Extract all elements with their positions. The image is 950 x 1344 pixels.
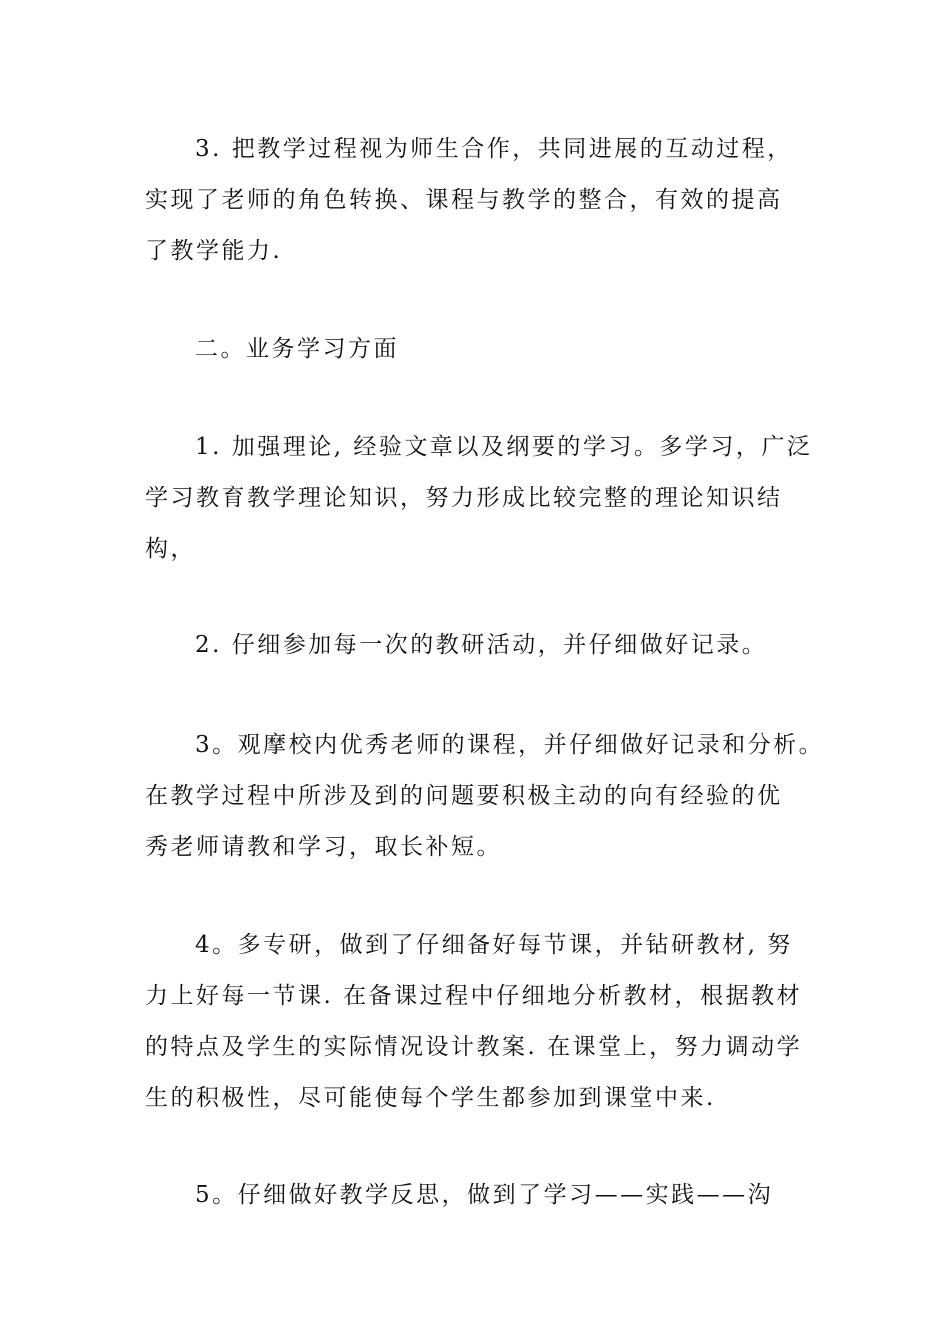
text-line: 秀老师请教和学习，取长补短。 (145, 834, 502, 860)
text-line: 的特点及学生的实际情况设计教案. 在课堂上，努力调动学 (145, 1034, 803, 1060)
paragraph-observe-teachers (145, 720, 825, 873)
text-line: 3。观摩校内优秀老师的课程，并仔细做好记录和分析。 (195, 732, 825, 758)
text-line: 4。多专研，做到了仔细备好每节课，并钻研教材, 努 (195, 932, 793, 958)
text-line: 3. 把教学过程视为师生合作，共同进展的互动过程， (195, 136, 793, 162)
paragraph-teaching-research (145, 620, 805, 671)
section-heading-business-study (145, 324, 805, 375)
text-line: 构， (145, 536, 196, 562)
text-line: 2. 仔细参加每一次的教研活动，并仔细做好记录。 (195, 632, 768, 658)
paragraph-teaching-reflection (145, 1170, 805, 1221)
text-line: 5。仔细做好教学反思，做到了学习——实践——沟 (195, 1182, 774, 1208)
text-line: 了教学能力. (145, 238, 283, 264)
text-line: 实现了老师的角色转换、课程与教学的整合，有效的提高 (145, 187, 783, 213)
text-line: 在教学过程中所涉及到的问题要积极主动的向有经验的优 (145, 783, 783, 809)
text-line: 生的积极性，尽可能使每个学生都参加到课堂中来. (145, 1085, 716, 1111)
heading-text: 二。业务学习方面 (195, 336, 399, 362)
text-line: 力上好每一节课. 在备课过程中仔细地分析教材，根据教材 (145, 983, 803, 1009)
text-line: 1. 加强理论, 经验文章以及纲要的学习。多学习，广泛 (195, 434, 813, 460)
paragraph-theory-study (145, 422, 813, 575)
paragraph-lesson-preparation (145, 920, 805, 1124)
text-line: 学习教育教学理论知识，努力形成比较完整的理论知识结 (145, 485, 783, 511)
paragraph-teaching-process (145, 124, 805, 277)
